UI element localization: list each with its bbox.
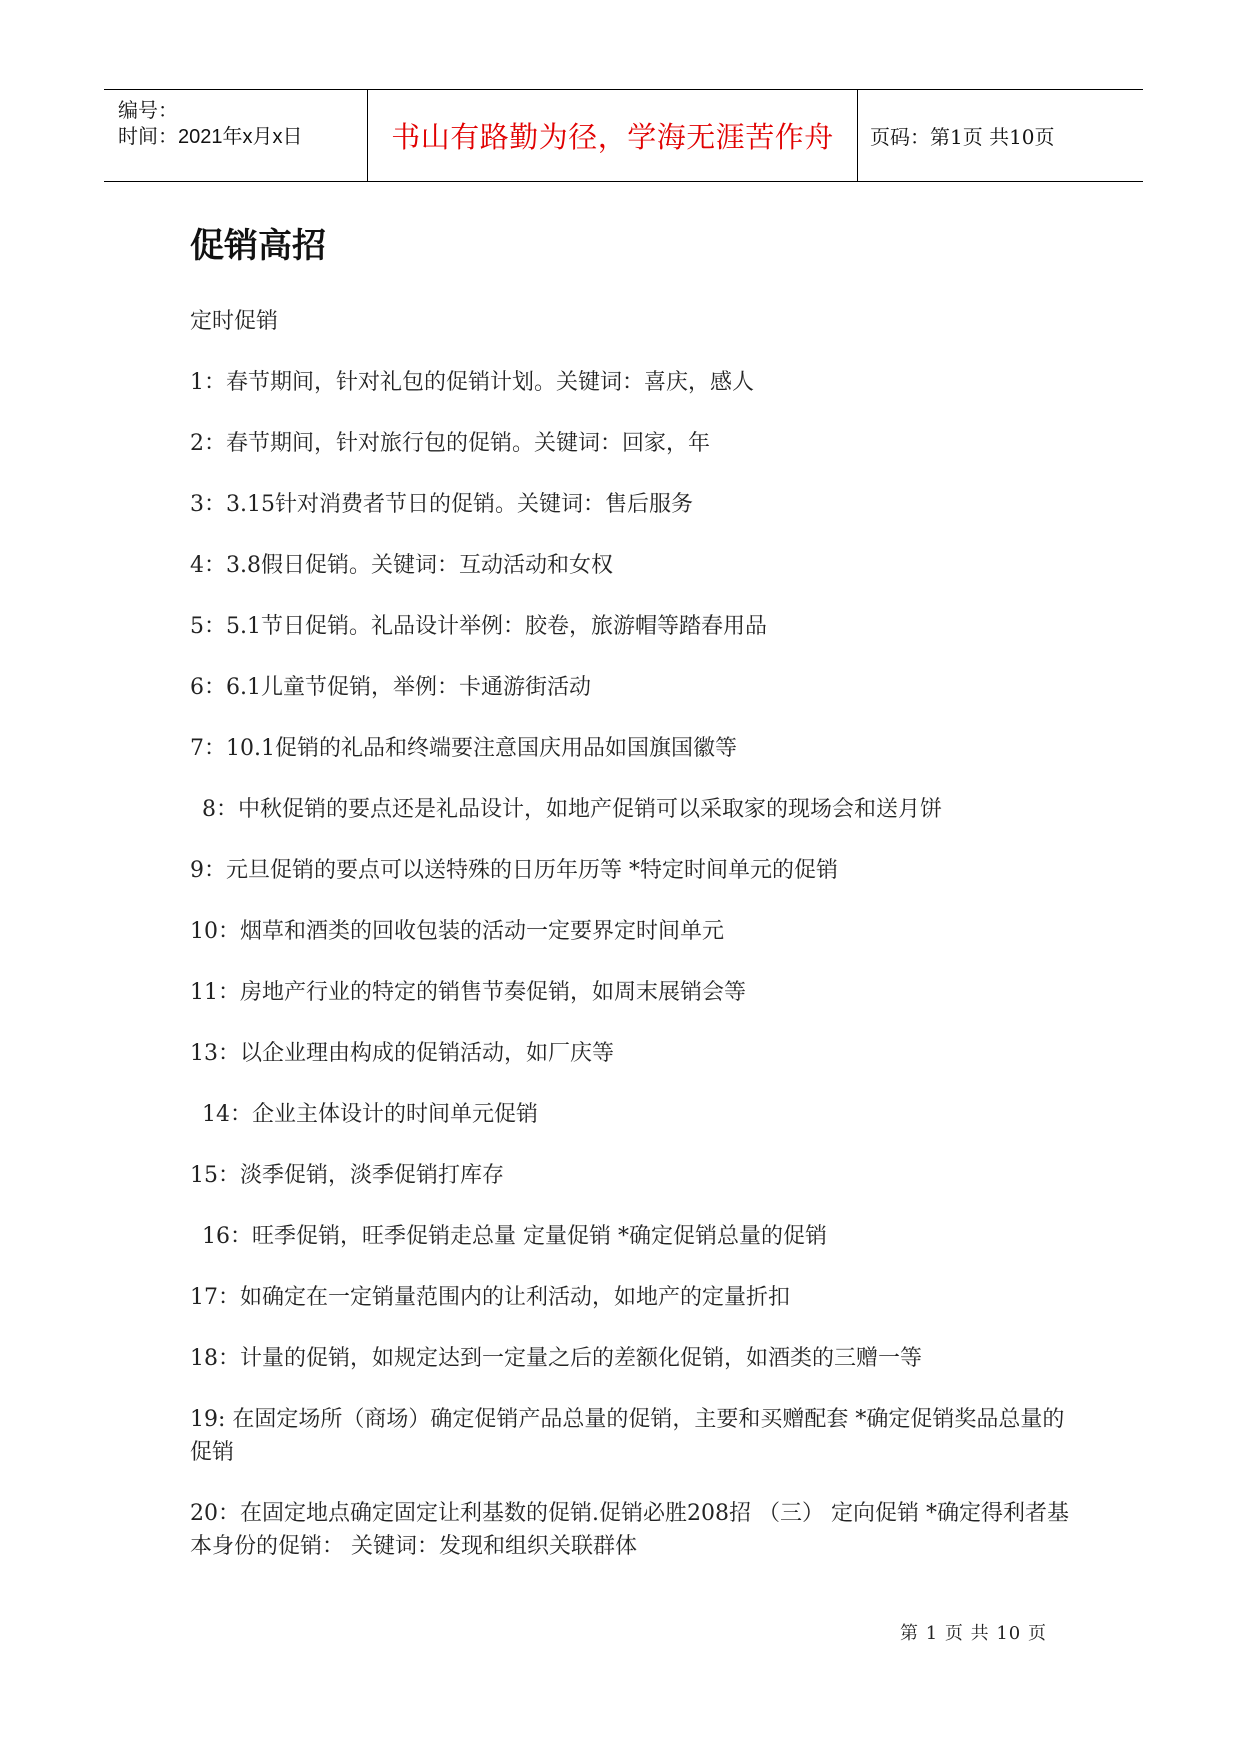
list-item: 16：旺季促销，旺季促销走总量 定量促销 *确定促销总量的促销 [202, 1224, 827, 1249]
list-item: 10：烟草和酒类的回收包装的活动一定要界定时间单元 [190, 919, 724, 944]
list-item: 15：淡季促销，淡季促销打库存 [190, 1163, 504, 1188]
time-label: 时间：2021年x月x日 [118, 126, 303, 148]
list-item: 18：计量的促销，如规定达到一定量之后的差额化促销，如酒类的三赠一等 [190, 1346, 922, 1371]
list-item: 17：如确定在一定销量范围内的让利活动，如地产的定量折扣 [190, 1285, 790, 1310]
list-item: 7：10.1促销的礼品和终端要注意国庆用品如国旗国徽等 [190, 736, 737, 761]
list-item: 3：3.15针对消费者节日的促销。关键词：售后服务 [190, 492, 693, 517]
list-item: 20：在固定地点确定固定让利基数的促销.促销必胜208招 （三） 定向促销 *确定得利者基本身份的促销： 关键词：发现和组织关联群体 [190, 1501, 1069, 1559]
list-item: 14：企业主体设计的时间单元促销 [202, 1102, 538, 1127]
list-item: 5：5.1节日促销。礼品设计举例：胶卷，旅游帽等踏春用品 [190, 614, 767, 639]
list-item: 6：6.1儿童节促销，举例：卡通游街活动 [190, 675, 591, 700]
list-item: 2：春节期间，针对旅行包的促销。关键词：回家，年 [190, 431, 710, 456]
document-title: 促销高招 [190, 226, 326, 266]
section-subtitle: 定时促销 [190, 309, 279, 334]
list-item: 13：以企业理由构成的促销活动，如厂庆等 [190, 1041, 614, 1066]
number-label: 编号： [118, 100, 178, 122]
header-page-label: 页码：第1页 共10页 [870, 125, 1055, 149]
header-meta-cell [104, 90, 368, 181]
header-motto: 书山有路勤为径，学海无涯苦作舟 [368, 90, 858, 181]
list-item: 19: 在固定场所（商场）确定促销产品总量的促销，主要和买赠配套 *确定促销奖品总量的促销 [190, 1407, 1065, 1465]
list-item: 8：中秋促销的要点还是礼品设计，如地产促销可以采取家的现场会和送月饼 [202, 797, 942, 822]
document-header [104, 89, 1143, 182]
list-item: 4：3.8假日促销。关键词：互动活动和女权 [190, 553, 613, 578]
list-item: 1：春节期间，针对礼包的促销计划。关键词：喜庆，感人 [190, 370, 754, 395]
page-footer: 第 1 页 共 10 页 [900, 1623, 1047, 1644]
list-item: 9：元旦促销的要点可以送特殊的日历年历等 *特定时间单元的促销 [190, 858, 838, 883]
list-item: 11：房地产行业的特定的销售节奏促销，如周末展销会等 [190, 980, 746, 1005]
